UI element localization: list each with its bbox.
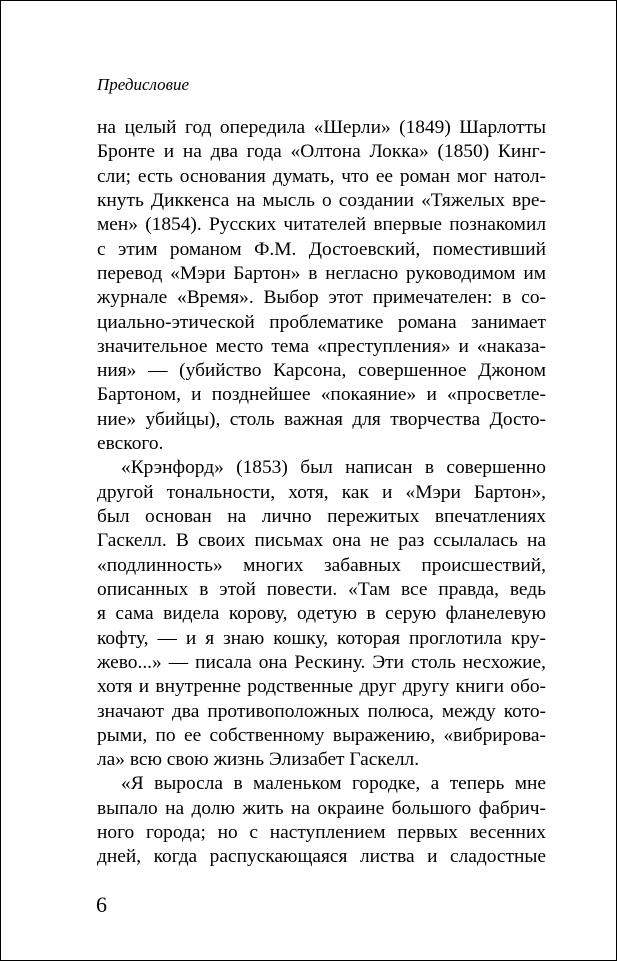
text-line: кофту, — и я знаю кошку, которая проглотила кру- xyxy=(97,627,546,649)
text-line: жево...» — писала она Рескину. Эти столь несхожие, xyxy=(97,651,546,673)
text-line: я сама видела корову, одетую в серую фланелевую xyxy=(97,603,546,625)
text-line: с этим романом Ф.М. Достоевский, поместивший xyxy=(97,238,546,260)
text-line: хотя и внутренне родственные друг другу книги обо- xyxy=(97,676,546,698)
text-line: значают два противоположных полюса, между кото- xyxy=(97,700,546,722)
text-line: дней, когда распускающаяся листва и сладостные xyxy=(97,846,546,868)
text-line: «подлинность» многих забавных происшествий, xyxy=(97,554,546,576)
text-line: Бронте и на два года «Олтона Локка» (1850) Кинг- xyxy=(97,141,546,163)
text-line: ние» убийцы), столь важная для творчества Досто- xyxy=(97,408,546,430)
paragraph-first-line: «Я выросла в маленьком городке, а теперь мне xyxy=(121,773,546,795)
text-line: рыми, по ее собственному выражению, «вибрирова- xyxy=(97,724,546,746)
text-line: был основан на лично пережитых впечатлениях xyxy=(97,506,546,527)
text-line: ния» — (убийство Карсона, совершенное Джоном xyxy=(97,360,546,382)
text-line: перевод «Мэри Бартон» в негласно руководимом им xyxy=(97,262,546,284)
text-line: мен» (1854). Русских читателей впервые познакомил xyxy=(97,214,546,236)
text-line: сли; есть основания думать, что ее роман мог натол- xyxy=(97,165,546,187)
text-line: журнале «Время». Выбор этот примечателен: в со- xyxy=(97,287,546,309)
text-line: описанных в этой повести. «Там все правда, ведь xyxy=(97,578,546,600)
text-line: другой тональности, хотя, как и «Мэри Бартон», xyxy=(97,481,546,503)
text-line: евского. xyxy=(97,433,164,455)
text-line: значительное место тема «преступления» и «наказа- xyxy=(97,335,546,357)
text-line: кнуть Диккенса на мысль о создании «Тяжелых вре- xyxy=(97,189,546,211)
paragraph-first-line: «Крэнфорд» (1853) был написан в совершенно xyxy=(121,457,546,479)
text-line: Бартоном, и позднейшее «покаяние» и «просветле- xyxy=(97,384,546,406)
text-line: ла» всю свою жизнь Элизабет Гаскелл. xyxy=(97,749,420,771)
text-line: на целый год опередила «Шерли» (1849) Шарлотты xyxy=(97,117,546,138)
text-line: Гаскелл. В своих письмах она не раз ссылалась на xyxy=(97,530,546,552)
text-line: выпало на долю жить на окраине большого фабрич- xyxy=(97,797,546,819)
body-text xyxy=(97,116,546,870)
running-header: Предисловие xyxy=(97,75,190,94)
text-line: ного города; но с наступлением первых весенних xyxy=(97,822,546,844)
page-number: 6 xyxy=(96,892,107,917)
text-line: циально-этической проблематике романа занимает xyxy=(97,311,546,333)
